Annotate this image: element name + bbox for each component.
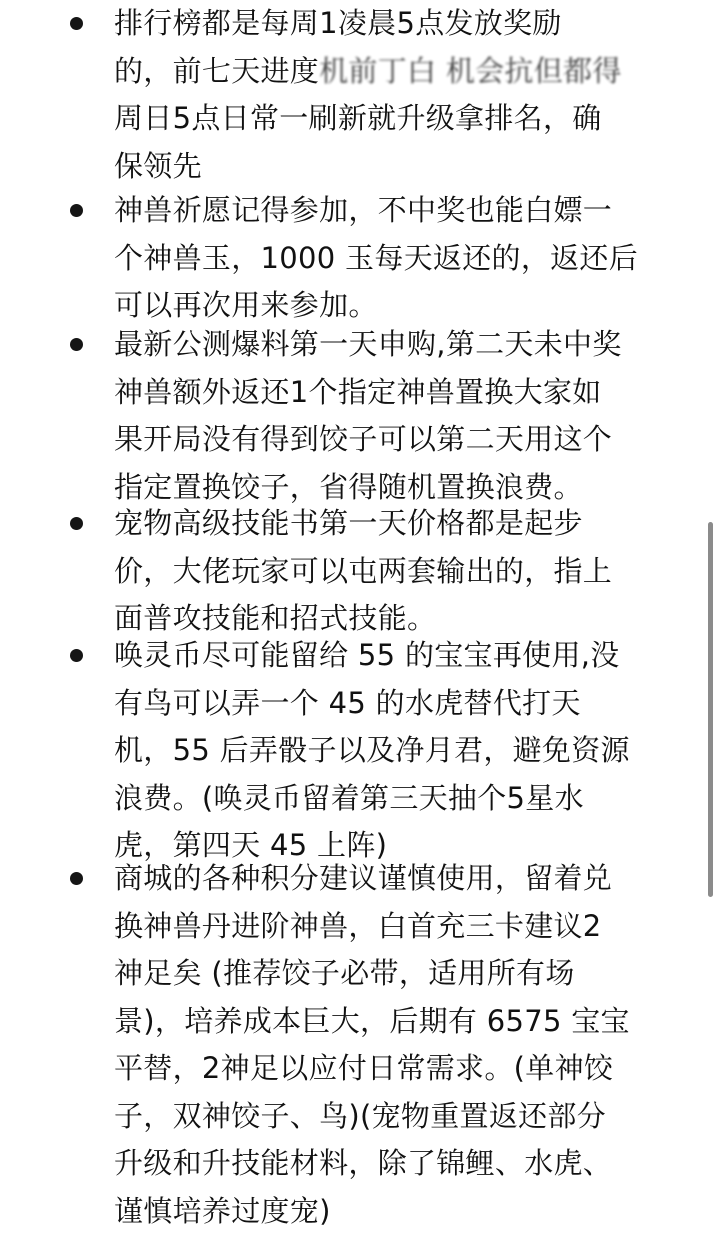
list-item-line: 宠物高级技能书第一天价格都是起步	[114, 500, 669, 548]
list-item	[0, 0, 669, 190]
list-item-line: 景)，培养成本巨大，后期有 6575 宝宝	[114, 998, 669, 1046]
list-item-line: 神兽祈愿记得参加，不中奖也能白嫖一	[114, 187, 669, 235]
list-item-line: 可以再次用来参加。	[114, 282, 669, 330]
list-item-line: 浪费。(唤灵币留着第三天抽个5星水	[114, 775, 669, 823]
list-item-text: 的，前七天进度	[114, 54, 319, 88]
bullet-dot	[70, 649, 83, 662]
bullet-dot	[70, 338, 83, 351]
list-item-line: 子，双神饺子、鸟)(宠物重置返还部分	[114, 1093, 669, 1141]
list-item-line: 价，大佬玩家可以屯两套输出的，指上	[114, 548, 669, 596]
list-item-line: 果开局没有得到饺子可以第二天用这个	[114, 416, 669, 464]
list-item-line: 个神兽玉，1000 玉每天返还的，返还后	[114, 235, 669, 283]
list-item	[0, 632, 669, 870]
list-item-line: 谨慎培养过度宠)	[114, 1188, 669, 1235]
list-item-line: 升级和升技能材料，除了锦鲤、水虎、	[114, 1140, 669, 1188]
list-item	[0, 855, 669, 1235]
list-item-line: 神足矣 (推荐饺子必带，适用所有场	[114, 950, 669, 998]
list-item-text: 周日5点日常一刷新就升级拿排名，确	[114, 101, 602, 135]
bullet-dot	[70, 517, 83, 530]
bullet-dot	[70, 204, 83, 217]
list-item-line: 换神兽丹进阶神兽，白首充三卡建议2	[114, 903, 669, 951]
list-item-line: 虎，第四天 45 上阵)	[114, 822, 669, 870]
list-item-line: 机，55 后弄骰子以及净月君，避免资源	[114, 727, 669, 775]
obscured-text: 机前丁白 机会抗但都得	[319, 54, 622, 88]
list-item	[0, 321, 669, 511]
list-item-line: 最新公测爆料第一天申购,第二天未中奖	[114, 321, 669, 369]
list-item-line: 商城的各种积分建议谨慎使用，留着兑	[114, 855, 669, 903]
list-item-line: 有鸟可以弄一个 45 的水虎替代打天	[114, 680, 669, 728]
list-item-line: 指定置换饺子，省得随机置换浪费。	[114, 464, 669, 512]
list-item-line: 唤灵币尽可能留给 55 的宝宝再使用,没	[114, 632, 669, 680]
list-item-line	[114, 143, 669, 191]
list-item-line: 平替，2神足以应付日常需求。(单神饺	[114, 1045, 669, 1093]
bullet-dot	[70, 872, 83, 885]
list-item-line	[114, 0, 669, 48]
list-item-line	[114, 48, 669, 96]
list-item-line: 面普攻技能和招式技能。	[114, 595, 669, 643]
list-item-line: 神兽额外返还1个指定神兽置换大家如	[114, 369, 669, 417]
list-item	[0, 187, 669, 330]
list-item-line	[114, 95, 669, 143]
bullet-dot	[70, 17, 83, 30]
scrollbar-thumb[interactable]	[708, 522, 713, 897]
list-item-text: 保领先	[114, 149, 202, 183]
list-item	[0, 500, 669, 643]
list-item-text: 排行榜都是每周1凌晨5点发放奖励	[114, 6, 562, 40]
